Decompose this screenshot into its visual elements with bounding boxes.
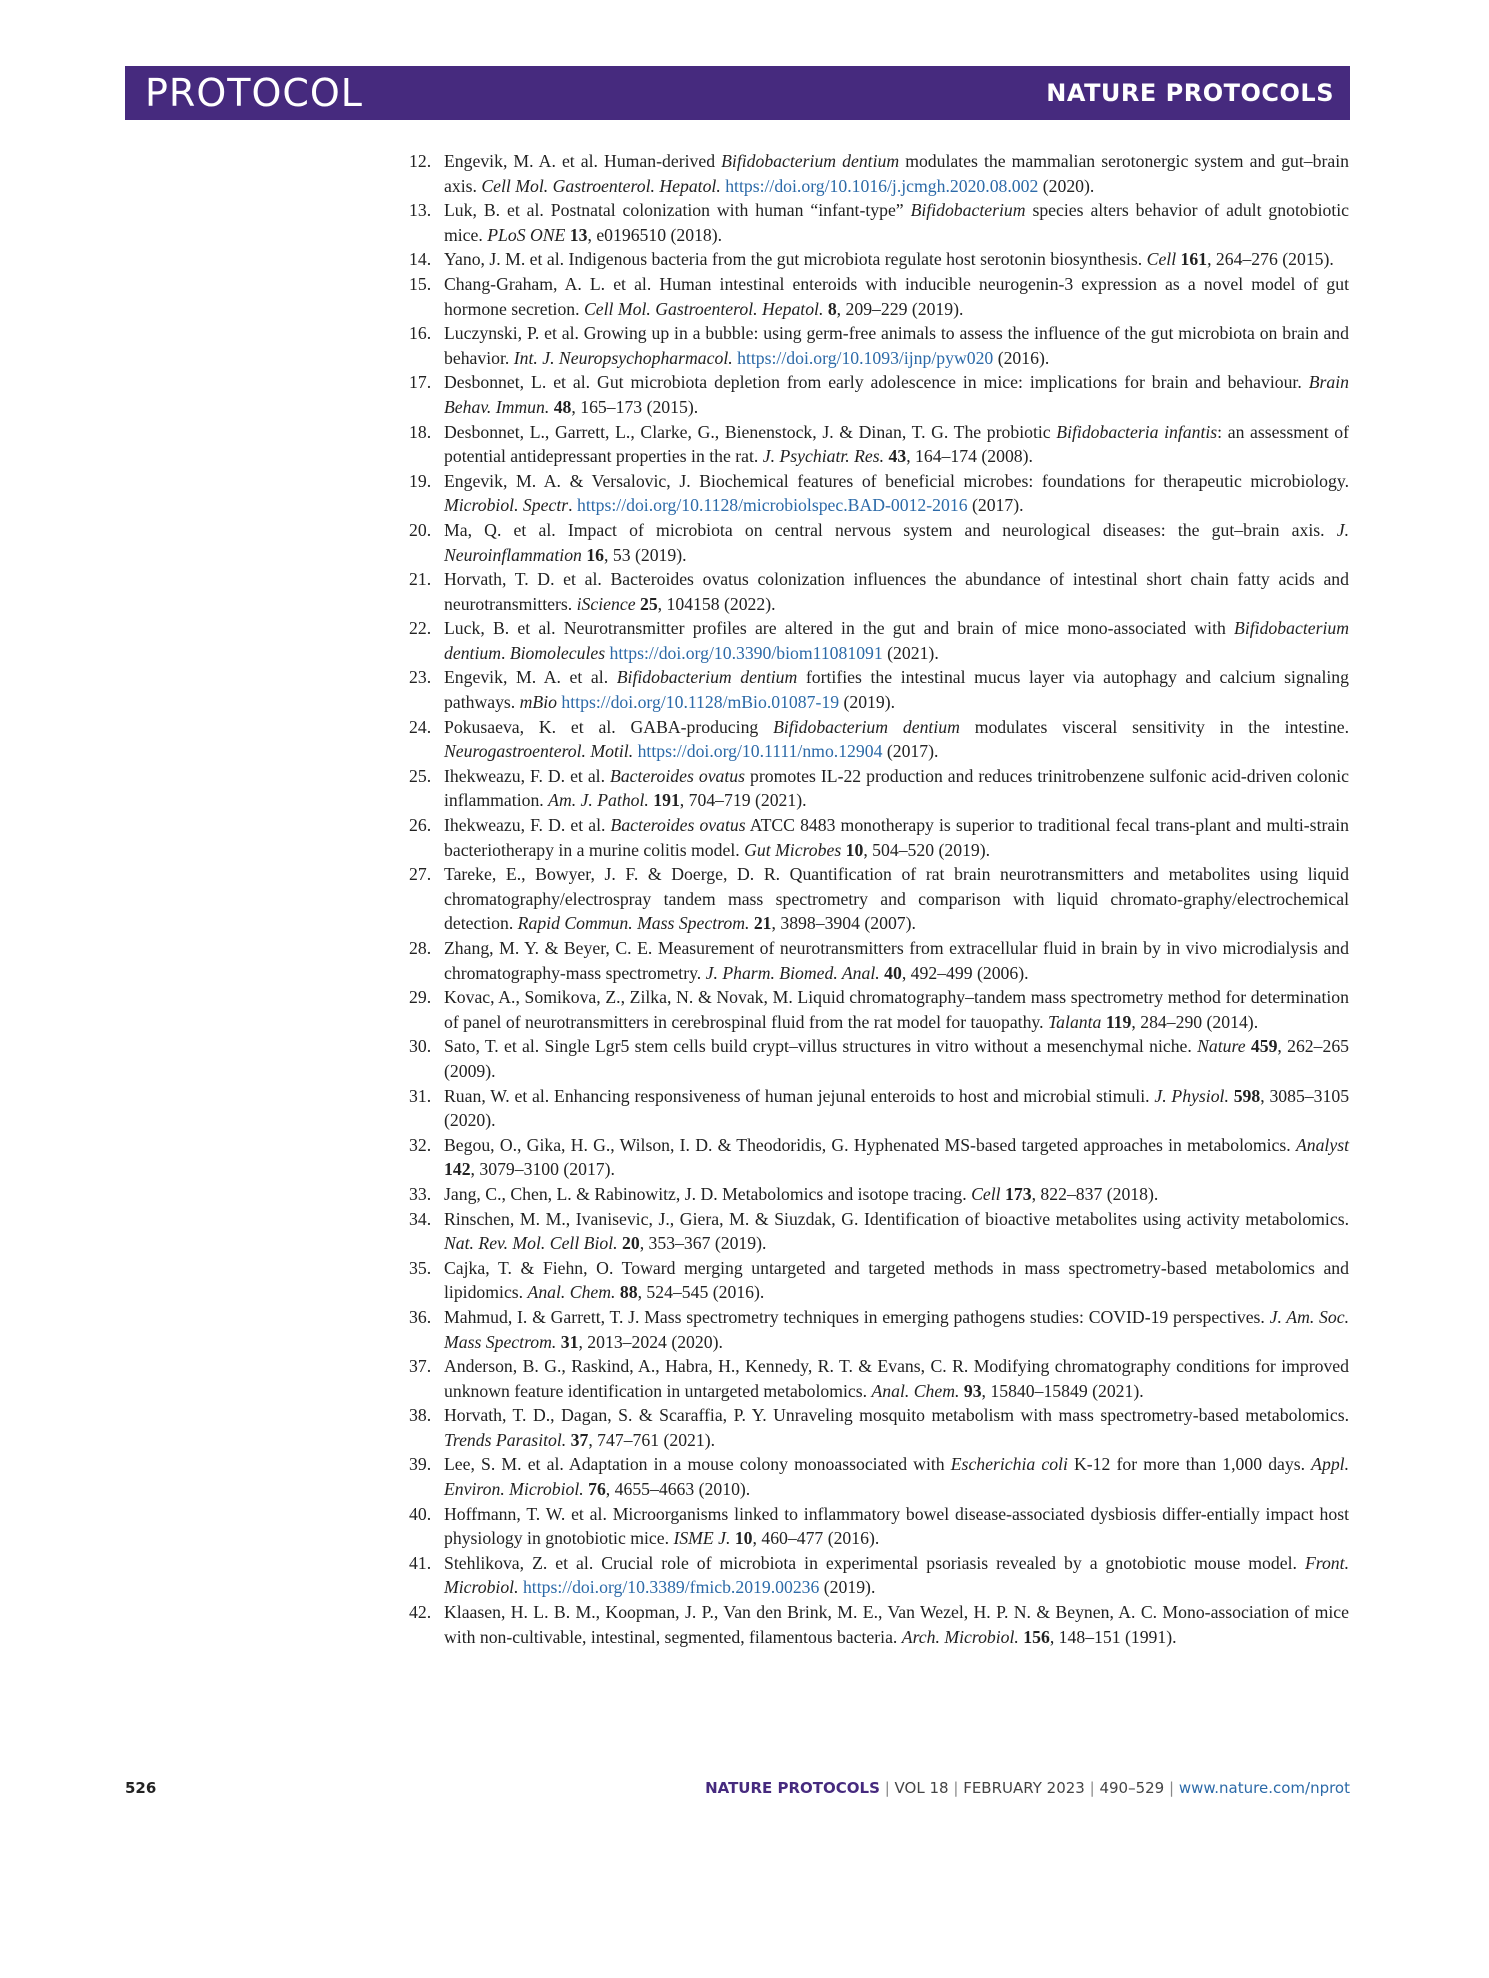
text-run: Ihekweazu, F. D. et al.	[444, 765, 611, 786]
reference-item	[409, 469, 1349, 518]
reference-text	[444, 372, 1349, 417]
reference-item	[409, 715, 1349, 764]
reference-item	[409, 1207, 1349, 1256]
footer-volume: VOL 18	[894, 1779, 949, 1797]
text-run: , e0196510 (2018).	[587, 224, 723, 245]
volume-number: 173	[1005, 1183, 1032, 1204]
reference-item	[409, 616, 1349, 665]
text-run: , 209–229 (2019).	[836, 298, 964, 319]
text-run: Rinschen, M. M., Ivanisevic, J., Giera, M. & Siuzdak, G. Identification of bioactive metabolites using activity metabolomics.	[444, 1208, 1349, 1229]
text-run: Lee, S. M. et al. Adaptation in a mouse colony monoassociated with	[444, 1454, 951, 1475]
text-run: , 3085–3105 (2020).	[444, 1085, 1350, 1131]
italic-text: Nat. Rev. Mol. Cell Biol.	[444, 1233, 618, 1254]
journal-name: NATURE PROTOCOLS	[1046, 79, 1334, 107]
reference-text	[444, 864, 1349, 933]
reference-text	[444, 717, 1349, 762]
footer-url-link[interactable]: www.nature.com/nprot	[1178, 1779, 1350, 1797]
text-run: , 747–761 (2021).	[588, 1429, 716, 1450]
italic-text: Cell	[1146, 249, 1177, 270]
text-run: , 3079–3100 (2017).	[470, 1159, 615, 1180]
footer-separator: |	[1089, 1779, 1095, 1797]
text-run: Klaasen, H. L. B. M., Koopman, J. P., Van den Brink, M. E., Van Wezel, H. P. N. & Beynen, A. C. Mono-association of mice with non-cultivable, intestinal, segmented, filamentous bacteria.	[444, 1602, 1349, 1647]
text-run: , 165–173 (2015).	[571, 396, 699, 417]
text-run: (2019).	[819, 1577, 876, 1598]
reference-text	[444, 249, 1334, 269]
text-run: K-12 for more than 1,000 days.	[1067, 1454, 1312, 1475]
reference-text	[444, 422, 1349, 467]
text-run: Luck, B. et al. Neurotransmitter profiles are altered in the gut and brain of mice mono-associated with	[444, 618, 1235, 639]
doi-link[interactable]: https://doi.org/10.1128/microbiolspec.BAD-0012-2016	[576, 495, 968, 516]
italic-text: Bifidobacterium dentium	[616, 667, 798, 688]
text-run: species alters behavior of adult gnotobiotic mice.	[444, 200, 1350, 245]
reference-number: 39.	[409, 1454, 432, 1475]
reference-text	[444, 938, 1349, 983]
volume-number: 191	[653, 790, 680, 811]
reference-item	[409, 862, 1349, 936]
reference-text	[444, 569, 1349, 614]
text-run: Chang-Graham, A. L. et al. Human intestinal enteroids with inducible neurogenin-3 expression as a novel model of gut hormone secretion.	[444, 273, 1349, 319]
reference-number: 42.	[409, 1602, 432, 1623]
text-run: .	[568, 495, 577, 516]
reference-number: 16.	[409, 323, 432, 344]
section-label: PROTOCOL	[145, 71, 363, 115]
text-run: , 4655–4663 (2010).	[605, 1479, 751, 1500]
reference-text	[444, 151, 1349, 196]
volume-number: 31	[560, 1331, 579, 1352]
reference-text	[444, 815, 1349, 860]
italic-text: Escherichia coli	[950, 1454, 1068, 1475]
volume-number: 21	[753, 913, 772, 934]
text-run: (2019).	[839, 692, 896, 713]
reference-text	[444, 1405, 1349, 1450]
reference-item	[409, 1354, 1349, 1403]
reference-number: 31.	[409, 1085, 432, 1106]
text-run: , 53 (2019).	[604, 544, 687, 565]
reference-list	[409, 149, 1349, 1649]
italic-text: Bifidobacterium dentium	[444, 618, 1349, 663]
text-run: , 2013–2024 (2020).	[578, 1331, 723, 1352]
reference-item	[409, 985, 1349, 1034]
text-run: .	[500, 642, 510, 663]
reference-text	[444, 1086, 1349, 1131]
italic-text: Int. J. Neuropsychopharmacol.	[513, 347, 733, 368]
doi-link[interactable]: https://doi.org/10.1111/nmo.12904	[637, 741, 883, 762]
reference-number: 32.	[409, 1134, 432, 1155]
text-run: , 262–265 (2009).	[444, 1036, 1350, 1081]
italic-text: J. Am. Soc. Mass Spectrom.	[444, 1306, 1350, 1352]
footer-citation	[705, 1778, 1350, 1798]
doi-link[interactable]: https://doi.org/10.3390/biom11081091	[609, 642, 883, 663]
text-run: , 164–174 (2008).	[906, 446, 1033, 467]
text-run: : an assessment of potential antidepressant properties in the rat.	[444, 421, 1350, 467]
text-run: Cajka, T. & Fiehn, O. Toward merging untargeted and targeted methods in mass spectrometry-based metabolomics and lipidomics.	[444, 1257, 1349, 1303]
text-run: Engevik, M. A. et al. Human-derived	[444, 151, 722, 171]
reference-text	[444, 1356, 1349, 1401]
volume-number: 119	[1105, 1011, 1132, 1032]
italic-text: Cell Mol. Gastroenterol. Hepatol.	[481, 175, 721, 196]
footer-journal: NATURE PROTOCOLS	[705, 1779, 880, 1797]
reference-item	[409, 370, 1349, 419]
italic-text: ISME J.	[673, 1528, 731, 1549]
volume-number: 10	[845, 839, 864, 860]
volume-number: 43	[888, 446, 907, 467]
reference-number: 19.	[409, 470, 432, 491]
volume-number: 142	[444, 1159, 471, 1180]
reference-text	[444, 1553, 1349, 1598]
footer-separator: |	[884, 1779, 890, 1797]
volume-number: 93	[963, 1380, 982, 1401]
text-run: Stehlikova, Z. et al. Crucial role of microbiota in experimental psoriasis revealed by a gnotobiotic mouse model.	[444, 1552, 1305, 1573]
reference-text	[444, 667, 1349, 712]
reference-text	[444, 274, 1349, 319]
reference-number: 17.	[409, 372, 432, 393]
reference-number: 29.	[409, 987, 432, 1008]
reference-text	[444, 323, 1349, 368]
volume-number: 37	[570, 1429, 589, 1450]
italic-text: J. Physiol.	[1154, 1085, 1229, 1106]
text-run: Desbonnet, L., Garrett, L., Clarke, G., Bienenstock, J. & Dinan, T. G. The probiotic	[444, 421, 1057, 442]
italic-text: PLoS ONE	[487, 224, 566, 245]
text-run: (2017).	[882, 741, 939, 762]
italic-text: Bifidobacterium dentium	[773, 716, 960, 737]
italic-text: Brain Behav. Immun.	[444, 372, 1349, 417]
header-bar	[125, 66, 1350, 120]
italic-text: Bacteroides ovatus	[610, 765, 746, 786]
italic-text: Cell	[971, 1183, 1001, 1204]
text-run: Ihekweazu, F. D. et al.	[444, 815, 611, 836]
reference-item	[409, 1452, 1349, 1501]
italic-text: Trends Parasitol.	[444, 1429, 567, 1450]
text-run: Tareke, E., Bowyer, J. F. & Doerge, D. R. Quantification of rat brain neurotransmitters and metabolites using liquid chromatography/electrospray tandem mass spectrometry and comparison with liquid chromato-graphy/electrochemical detection.	[444, 864, 1349, 934]
reference-number: 41.	[409, 1552, 432, 1573]
italic-text: J. Pharm. Biomed. Anal.	[705, 962, 880, 983]
text-run: , 284–290 (2014).	[1131, 1011, 1259, 1032]
italic-text: Anal. Chem.	[871, 1380, 960, 1401]
reference-item	[409, 1256, 1349, 1305]
text-run: , 704–719 (2021).	[679, 790, 807, 811]
volume-number: 459	[1250, 1036, 1278, 1057]
text-run: modulates the mammalian serotonergic system and gut–brain axis.	[444, 151, 1349, 196]
text-run: , 264–276 (2015).	[1207, 249, 1334, 270]
text-run: Pokusaeva, K. et al. GABA-producing	[444, 716, 774, 737]
reference-number: 23.	[409, 667, 432, 688]
italic-text: J. Neuroinflammation	[444, 519, 1349, 565]
text-run: Mahmud, I. & Garrett, T. J. Mass spectrometry techniques in emerging pathogens studies: COVID-19 perspectives.	[444, 1306, 1270, 1327]
reference-number: 22.	[409, 618, 432, 639]
volume-number: 156	[1023, 1626, 1050, 1647]
volume-number: 13	[569, 224, 588, 245]
volume-number: 25	[639, 593, 658, 614]
italic-text: mBio	[519, 692, 557, 713]
reference-number: 13.	[409, 200, 432, 221]
text-run: Horvath, T. D., Dagan, S. & Scaraffia, P. Y. Unraveling mosquito metabolism with mass spectrometry-based metabolomics.	[444, 1405, 1349, 1426]
text-run: Anderson, B. G., Raskind, A., Habra, H., Kennedy, R. T. & Evans, C. R. Modifying chromatography conditions for improved unknown feature identification in untargeted metabolomics.	[444, 1356, 1349, 1401]
reference-item	[409, 567, 1349, 616]
footer-separator: |	[953, 1779, 959, 1797]
italic-text: Bifidobacterium	[910, 200, 1026, 221]
volume-number: 88	[619, 1282, 638, 1303]
italic-text: Analyst	[1295, 1134, 1349, 1155]
reference-item	[409, 764, 1349, 813]
text-run: Horvath, T. D. et al. Bacteroides ovatus colonization influences the abundance of intestinal short chain fatty acids and neurotransmitters.	[444, 569, 1349, 614]
text-run: Kovac, A., Somikova, Z., Zilka, N. & Novak, M. Liquid chromatography–tandem mass spectrometry method for determination of panel of neurotransmitters in cerebrospinal fluid from the rat model for tauopathy.	[444, 987, 1349, 1032]
reference-text	[444, 1209, 1349, 1254]
reference-item	[409, 813, 1349, 862]
italic-text: Biomolecules	[509, 642, 606, 663]
text-run: ATCC 8483 monotherapy is superior to traditional fecal trans-plant and multi-strain bacteriotherapy in a murine colitis model.	[444, 815, 1349, 860]
italic-text: Microbiol. Spectr	[444, 495, 569, 516]
reference-number: 37.	[409, 1356, 432, 1377]
italic-text: Am. J. Pathol.	[548, 790, 649, 811]
italic-text: Bifidobacteria infantis	[1056, 421, 1218, 442]
italic-text: Appl. Environ. Microbiol.	[444, 1454, 1349, 1500]
text-run: fortifies the intestinal mucus layer via autophagy and calcium signaling pathways.	[444, 667, 1349, 713]
reference-number: 36.	[409, 1306, 432, 1327]
volume-number: 16	[586, 544, 605, 565]
reference-number: 28.	[409, 938, 432, 958]
reference-number: 12.	[409, 151, 432, 171]
doi-link[interactable]: https://doi.org/10.1128/mBio.01087-19	[561, 692, 840, 713]
reference-text	[444, 200, 1349, 245]
reference-text	[444, 1504, 1349, 1549]
text-run: , 104158 (2022).	[657, 593, 776, 614]
volume-number: 8	[827, 298, 837, 319]
reference-number: 35.	[409, 1257, 432, 1278]
italic-text: Arch. Microbiol.	[901, 1626, 1019, 1647]
reference-number: 18.	[409, 421, 432, 442]
doi-link[interactable]: https://doi.org/10.1093/ijnp/pyw020	[737, 347, 994, 368]
volume-number: 20	[622, 1233, 640, 1254]
reference-item	[409, 1600, 1349, 1649]
reference-text	[444, 1307, 1349, 1352]
text-run: , 3898–3904 (2007).	[771, 913, 916, 934]
text-run: , 15840–15849 (2021).	[981, 1380, 1144, 1401]
text-run: , 492–499 (2006).	[901, 962, 1029, 983]
reference-number: 40.	[409, 1503, 432, 1524]
reference-number: 27.	[409, 864, 432, 885]
volume-number: 48	[553, 396, 572, 417]
text-run: Begou, O., Gika, H. G., Wilson, I. D. & Theodoridis, G. Hyphenated MS-based targeted approaches in metabolomics.	[444, 1134, 1296, 1155]
italic-text: Talanta	[1047, 1011, 1102, 1032]
reference-number: 15.	[409, 273, 432, 294]
text-run: (2020).	[1038, 175, 1095, 196]
volume-number: 10	[734, 1528, 753, 1549]
text-run: modulates visceral sensitivity in the intestine.	[959, 716, 1349, 737]
reference-item	[409, 1034, 1349, 1083]
italic-text: Anal. Chem.	[527, 1282, 616, 1303]
reference-item	[409, 665, 1349, 714]
text-run: Engevik, M. A. & Versalovic, J. Biochemical features of beneficial microbes: foundations for therapeutic microbiology.	[444, 470, 1349, 491]
reference-number: 34.	[409, 1208, 432, 1229]
reference-item	[409, 149, 1349, 198]
reference-text	[444, 1602, 1349, 1647]
reference-item	[409, 1305, 1349, 1354]
footer-separator: |	[1169, 1779, 1175, 1797]
italic-text: iScience	[576, 593, 636, 614]
reference-text	[444, 766, 1349, 811]
reference-number: 14.	[409, 249, 432, 270]
reference-item	[409, 1403, 1349, 1452]
doi-link[interactable]: https://doi.org/10.1016/j.jcmgh.2020.08.002	[725, 175, 1039, 196]
text-run: Zhang, M. Y. & Beyer, C. E. Measurement of neurotransmitters from extracellular fluid in brain by in vivo microdialysis and chromatography-mass spectrometry.	[444, 938, 1349, 983]
text-run: Hoffmann, T. W. et al. Microorganisms linked to inflammatory bowel disease-associated dysbiosis differ-entially impact host physiology in gnotobiotic mice.	[444, 1503, 1349, 1549]
reference-item	[409, 1551, 1349, 1600]
italic-text: Rapid Commun. Mass Spectrom.	[517, 913, 750, 934]
reference-text	[444, 1135, 1349, 1180]
text-run: Engevik, M. A. et al.	[444, 667, 617, 688]
volume-number: 598	[1233, 1085, 1261, 1106]
reference-number: 20.	[409, 519, 432, 540]
text-run: Sato, T. et al. Single Lgr5 stem cells build crypt–villus structures in vitro without a mesenchymal niche.	[444, 1036, 1198, 1057]
italic-text: Neurogastroenterol. Motil.	[444, 741, 634, 762]
reference-number: 33.	[409, 1183, 432, 1204]
reference-number: 38.	[409, 1405, 432, 1426]
reference-item	[409, 420, 1349, 469]
text-run: , 353–367 (2019).	[639, 1233, 767, 1254]
reference-text	[444, 1454, 1349, 1499]
reference-item	[409, 321, 1349, 370]
italic-text: Cell Mol. Gastroenterol. Hepatol.	[583, 298, 824, 319]
page-number: 526	[125, 1779, 157, 1797]
reference-item	[409, 1182, 1349, 1207]
text-run: Jang, C., Chen, L. & Rabinowitz, J. D. Metabolomics and isotope tracing.	[444, 1183, 972, 1204]
reference-item	[409, 198, 1349, 247]
reference-text	[444, 987, 1349, 1032]
italic-text: J. Psychiatr. Res.	[762, 446, 885, 467]
reference-number: 25.	[409, 765, 432, 786]
reference-text	[444, 1184, 1158, 1204]
text-run: Ma, Q. et al. Impact of microbiota on central nervous system and neurological diseases: the gut–brain axis.	[444, 519, 1337, 540]
volume-number: 161	[1180, 249, 1208, 270]
reference-text	[444, 471, 1349, 516]
reference-item	[409, 272, 1349, 321]
text-run: Luczynski, P. et al. Growing up in a bubble: using germ-free animals to assess the influence of the gut microbiota on brain and behavior.	[444, 323, 1349, 368]
text-run: promotes IL-22 production and reduces trinitrobenzene sulfonic acid-driven colonic inflammation.	[444, 765, 1349, 811]
italic-text: Bacteroides ovatus	[610, 815, 746, 836]
reference-text	[444, 1036, 1349, 1081]
doi-link[interactable]: https://doi.org/10.3389/fmicb.2019.00236	[522, 1577, 820, 1598]
text-run: Desbonnet, L. et al. Gut microbiota depletion from early adolescence in mice: implications for brain and behaviour.	[444, 372, 1309, 393]
reference-number: 30.	[409, 1036, 432, 1057]
reference-item	[409, 1502, 1349, 1551]
text-run: (2017).	[967, 495, 1024, 516]
text-run: , 460–477 (2016).	[752, 1528, 880, 1549]
italic-text: Gut Microbes	[744, 839, 842, 860]
reference-text	[444, 1258, 1349, 1303]
reference-number: 26.	[409, 815, 432, 836]
text-run: , 524–545 (2016).	[637, 1282, 765, 1303]
italic-text: Bifidobacterium dentium	[721, 151, 900, 171]
reference-text	[444, 520, 1349, 565]
text-run: , 148–151 (1991).	[1049, 1626, 1177, 1647]
reference-number: 24.	[409, 716, 432, 737]
footer-pages: 490–529	[1099, 1779, 1165, 1797]
reference-item	[409, 247, 1349, 272]
reference-item	[409, 518, 1349, 567]
reference-text	[444, 618, 1349, 663]
reference-number: 21.	[409, 569, 432, 590]
reference-item	[409, 936, 1349, 985]
italic-text: Nature	[1197, 1036, 1246, 1057]
reference-item	[409, 1133, 1349, 1182]
text-run: Ruan, W. et al. Enhancing responsiveness of human jejunal enteroids to host and microbial stimuli.	[444, 1085, 1155, 1106]
reference-item	[409, 1084, 1349, 1133]
text-run: , 822–837 (2018).	[1031, 1183, 1159, 1204]
text-run: (2021).	[882, 642, 939, 663]
italic-text: Front. Microbiol.	[444, 1552, 1349, 1598]
text-run: , 504–520 (2019).	[863, 839, 991, 860]
volume-number: 76	[588, 1479, 606, 1500]
footer-date: FEBRUARY 2023	[963, 1779, 1085, 1797]
text-run: Yano, J. M. et al. Indigenous bacteria from the gut microbiota regulate host serotonin biosynthesis.	[444, 249, 1147, 270]
text-run: Luk, B. et al. Postnatal colonization with human “infant-type”	[444, 200, 911, 221]
volume-number: 40	[884, 962, 902, 983]
text-run: (2016).	[993, 347, 1050, 368]
